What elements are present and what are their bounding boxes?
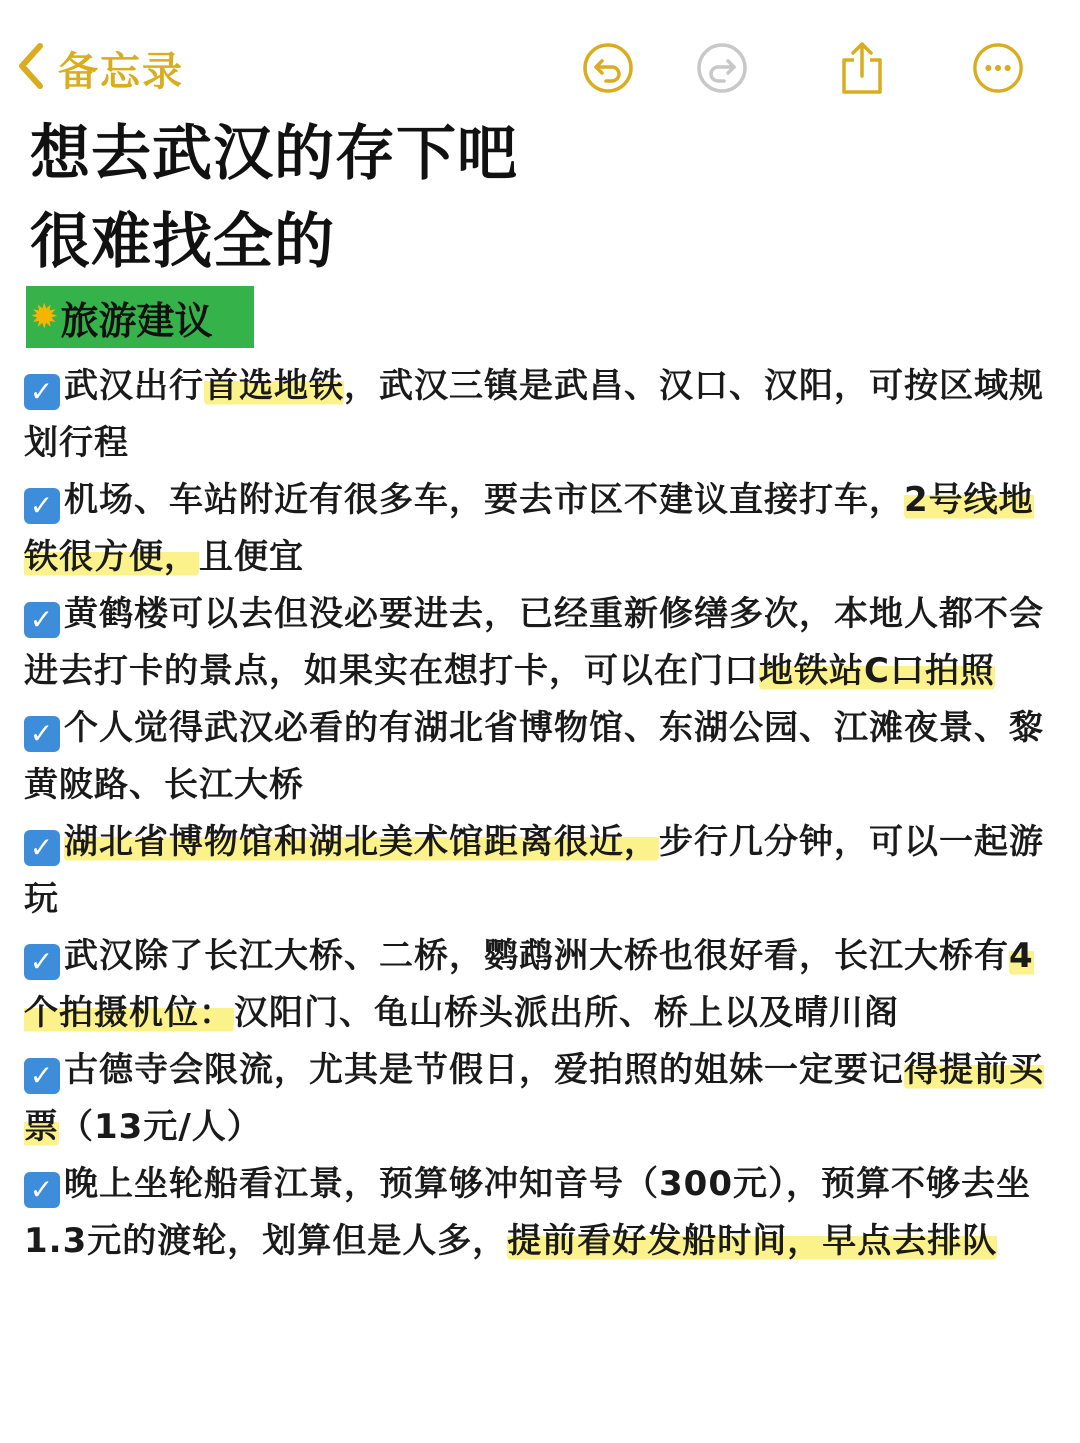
list-item: [24, 928, 1054, 1042]
checkbox-icon: ✓: [24, 488, 60, 524]
list-item: [24, 1156, 1054, 1270]
sun-icon: ✹: [30, 297, 59, 337]
item-text: 武汉除了长江大桥、二桥，鹦鹉洲大桥也很好看，长江大桥有: [64, 936, 1009, 976]
back-label: 备忘录: [58, 48, 184, 95]
checkbox-icon: ✓: [24, 1058, 60, 1094]
redo-icon[interactable]: [696, 42, 748, 94]
back-button[interactable]: [14, 38, 184, 98]
note-title: [30, 110, 518, 286]
list-item: [24, 700, 1054, 814]
item-highlight: 得提前买票: [24, 1050, 1044, 1147]
navigation-bar: [0, 0, 1080, 120]
title-line-1: 想去武汉的存下吧: [30, 119, 518, 189]
item-text: 个人觉得武汉必看的有湖北省博物馆、东湖公园、江滩夜景、黎黄陂路、长江大桥: [24, 708, 1044, 805]
share-icon[interactable]: [836, 42, 888, 94]
checkbox-icon: ✓: [24, 830, 60, 866]
list-item: [24, 814, 1054, 928]
list-item: [24, 358, 1054, 472]
item-text: 汉阳门、龟山桥头派出所、桥上以及晴川阁: [234, 993, 899, 1033]
item-highlight: 提前看好发船时间，早点去排队: [507, 1221, 998, 1261]
item-text: 晚上坐轮船看江景，预算够冲知音号（300元），预算不够去坐1.3元的渡轮，划算但是人多，: [24, 1164, 1031, 1261]
item-text: ，武汉三镇是武昌、汉口、汉阳，可按区域规划行程: [24, 366, 1044, 463]
item-text: 古德寺会限流，尤其是节假日，爱拍照的姐妹一定要记: [64, 1050, 904, 1090]
checkbox-icon: ✓: [24, 602, 60, 638]
item-text: （13元/人）: [59, 1107, 262, 1147]
checkbox-icon: ✓: [24, 1172, 60, 1208]
item-text: 步行几分钟，可以一起游玩: [24, 822, 1044, 919]
checkbox-icon: ✓: [24, 716, 60, 752]
list-item: [24, 472, 1054, 586]
item-text: 黄鹤楼可以去但没必要进去，已经重新修缮多次，本地人都不会进去打卡的景点，如果实在想打卡，可以在门口: [24, 594, 1044, 691]
title-line-2: 很难找全的: [30, 207, 335, 277]
more-icon[interactable]: [972, 42, 1024, 94]
item-highlight: 地铁站C口拍照: [759, 651, 995, 691]
undo-icon[interactable]: [582, 42, 634, 94]
tips-list: [24, 358, 1054, 1270]
checkbox-icon: ✓: [24, 374, 60, 410]
item-text: 机场、车站附近有很多车，要去市区不建议直接打车，: [64, 480, 904, 520]
item-highlight: 首选地铁: [204, 366, 344, 406]
checkbox-icon: ✓: [24, 944, 60, 980]
item-highlight: 2号线地铁很方便，: [24, 480, 1034, 577]
chevron-left-icon: [14, 40, 48, 96]
list-item: [24, 586, 1054, 700]
item-highlight: 4个拍摄机位：: [24, 936, 1034, 1033]
item-text: 武汉出行: [64, 366, 204, 406]
section-title: 旅游建议: [60, 298, 213, 343]
item-highlight: 湖北省博物馆和湖北美术馆距离很近，: [64, 822, 659, 862]
item-text: 且便宜: [199, 537, 304, 577]
section-heading: [26, 286, 254, 348]
list-item: [24, 1042, 1054, 1156]
